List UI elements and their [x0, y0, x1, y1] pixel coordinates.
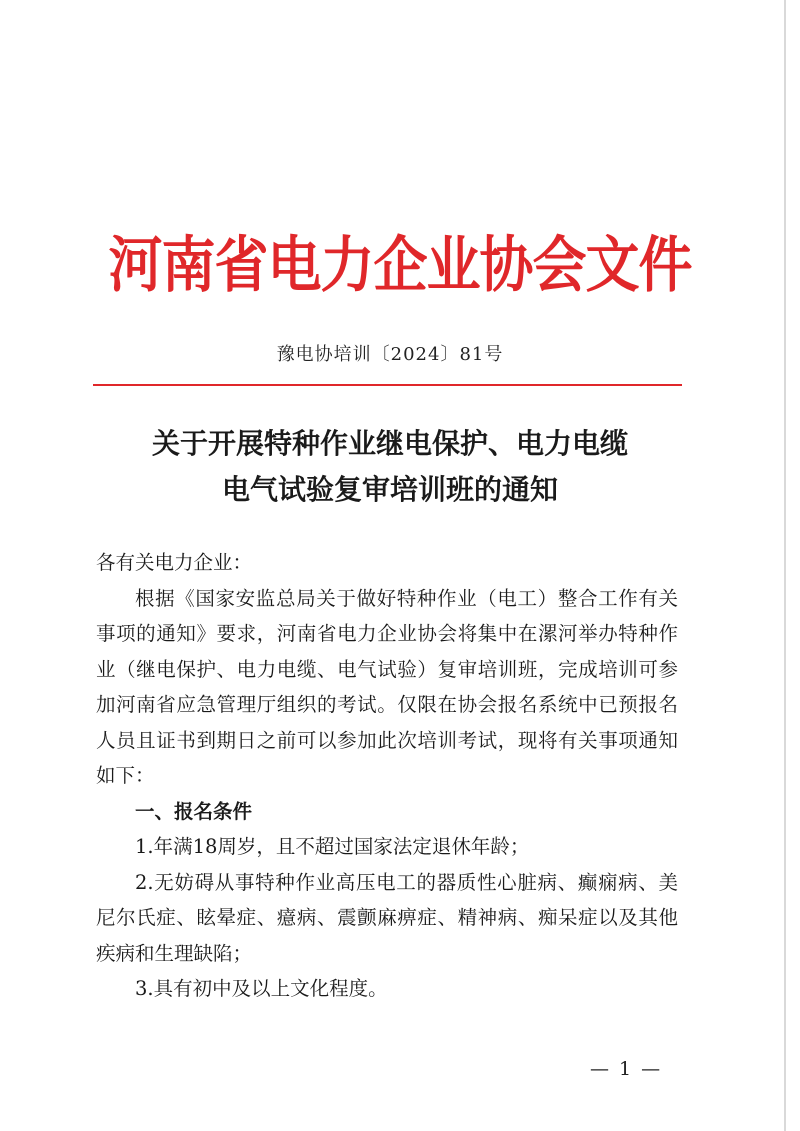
condition-item-3: 3.具有初中及以上文化程度。: [135, 977, 388, 1000]
notice-title-line-2: 电气试验复审培训班的通知: [221, 473, 558, 506]
intro-paragraph: 根据《国家安监总局关于做好特种作业（电工）整合工作有关事项的通知》要求，河南省电力企业协会将集中在漯河举办特种作业（继电保护、电力电缆、电气试验）复审培训班，完成培训可参加河南省应急管理厅组织的考试。仅限在协会报名系统中已预报名人员且证书到期日之前可以参加此次培训考试，现将有关事项通知如下：: [96, 586, 678, 787]
issuer-masthead: 河南省电力企业协会文件: [108, 228, 692, 301]
notice-title-line-1: 关于开展特种作业继电保护、电力电缆: [151, 427, 628, 460]
section-heading-registration: 一、报名条件: [135, 799, 253, 823]
salutation: 各有关电力企业：: [96, 551, 253, 574]
scan-edge-line: [784, 0, 786, 1131]
document-number: 豫电协培训〔2024〕81号: [276, 344, 504, 365]
document-body: [96, 545, 678, 1007]
page-number: — 1 —: [590, 1058, 663, 1080]
header-divider: [93, 384, 682, 386]
condition-item-2: 2.无妨碍从事特种作业高压电工的器质性心脏病、癫痫病、美尼尔氏症、眩晕症、癔病、震颤麻痹症、精神病、痴呆症以及其他疾病和生理缺陷；: [96, 870, 678, 965]
condition-item-1: 1.年满18周岁，且不超过国家法定退休年龄；: [135, 835, 530, 858]
